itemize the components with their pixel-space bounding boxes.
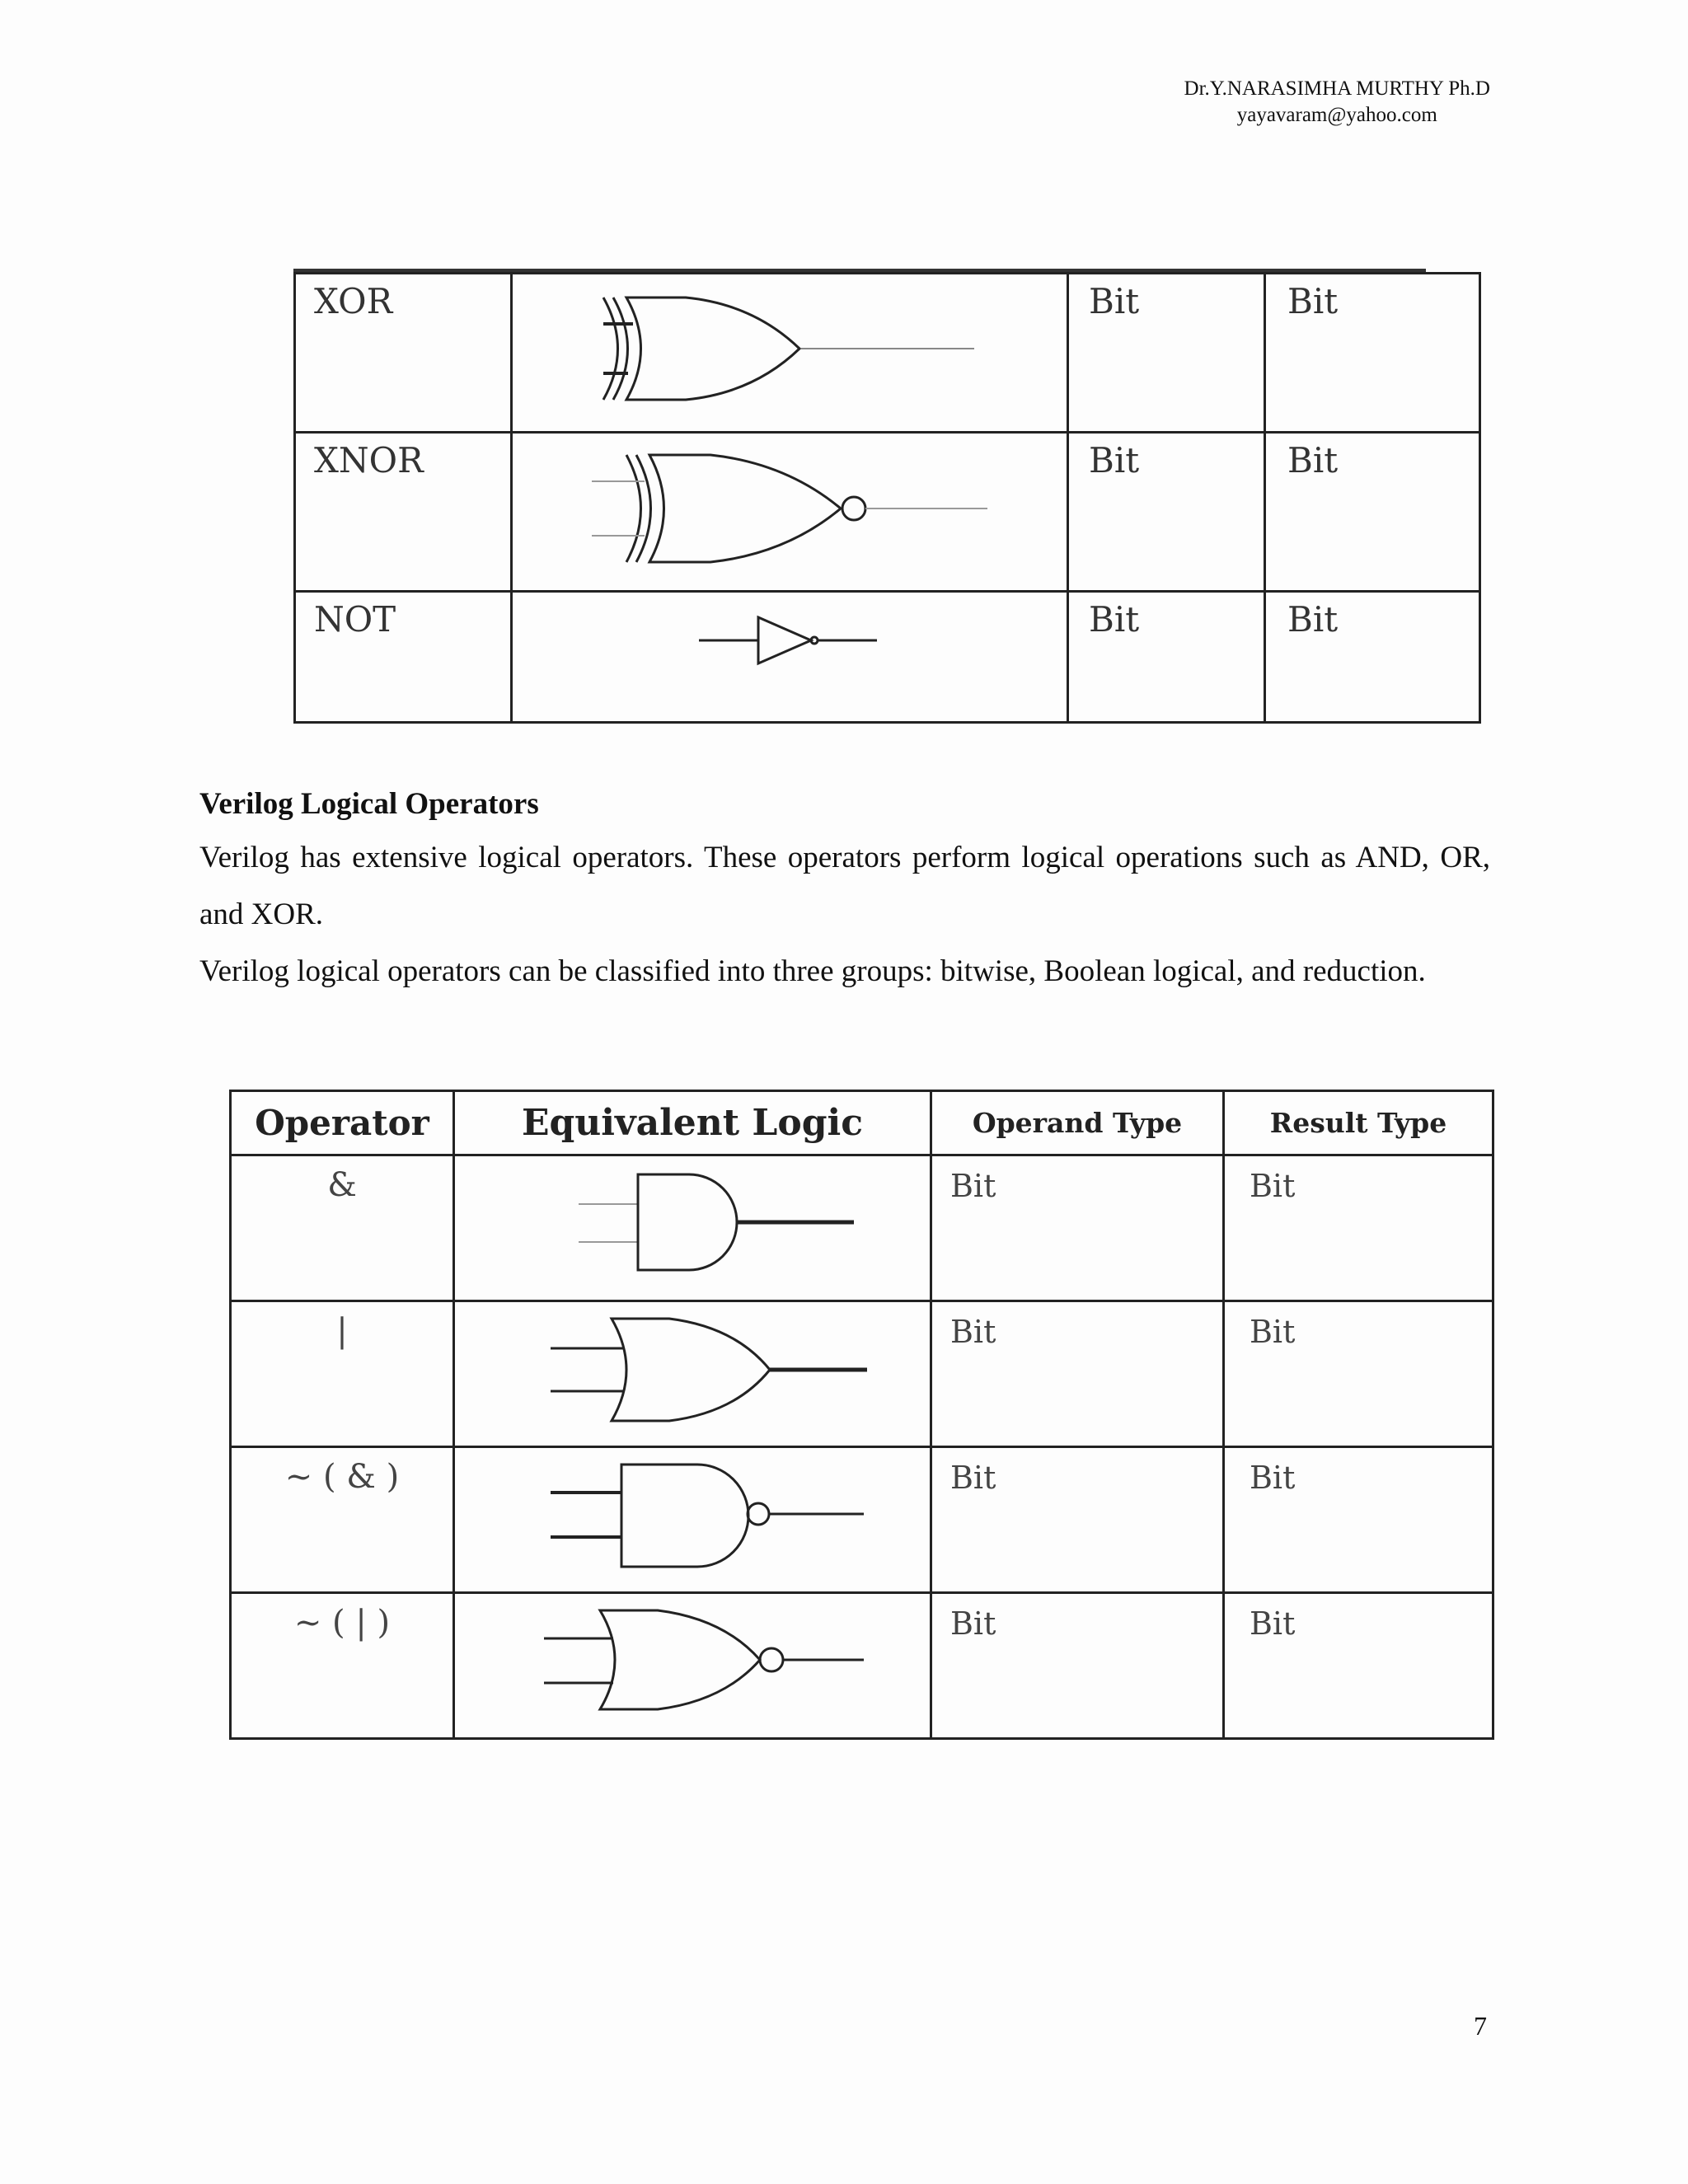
author-email: yayavaram@yahoo.com — [1236, 104, 1437, 126]
xnor-gate-icon — [513, 434, 1067, 583]
xor-gate-icon — [513, 274, 1067, 424]
operand-type: Bit — [931, 1301, 1224, 1447]
result-type: Bit — [1265, 433, 1480, 592]
operand-type: Bit — [931, 1593, 1224, 1739]
not-gate-icon — [513, 593, 1067, 715]
gate-symbol-cell — [454, 1301, 931, 1447]
result-type: Bit — [1224, 1155, 1493, 1301]
page-header — [1184, 76, 1490, 129]
operator-symbol: | — [231, 1301, 454, 1447]
operator-symbol: ~ ( | ) — [231, 1593, 454, 1739]
gate-symbol-cell — [512, 592, 1068, 723]
result-type: Bit — [1265, 274, 1480, 433]
gate-symbol-cell — [454, 1593, 931, 1739]
page-number: 7 — [1474, 2011, 1487, 2041]
operand-type: Bit — [931, 1447, 1224, 1593]
table-row — [231, 1155, 1493, 1301]
paragraph: Verilog logical operators can be classified into three groups: bitwise, Boolean logical, and reduction. — [199, 954, 1426, 988]
or-gate-icon — [455, 1302, 930, 1434]
operator-symbol: & — [231, 1155, 454, 1301]
and-gate-icon — [455, 1156, 930, 1288]
operator-table — [229, 1090, 1494, 1740]
column-header: Result Type — [1224, 1091, 1493, 1155]
table-row — [295, 592, 1480, 723]
operand-type: Bit — [1068, 433, 1265, 592]
result-type: Bit — [1224, 1447, 1493, 1593]
paragraph: Verilog has extensive logical operators. These operators perform logical operations such as AND, OR, and XOR. — [199, 841, 1490, 931]
gate-symbol-cell — [512, 433, 1068, 592]
table-row — [231, 1447, 1493, 1593]
author-name: Dr.Y.NARASIMHA MURTHY Ph.D — [1184, 77, 1490, 100]
gate-table-top — [293, 272, 1481, 724]
table-row — [295, 274, 1480, 433]
column-header: Operand Type — [931, 1091, 1224, 1155]
gate-symbol-cell — [512, 274, 1068, 433]
nor-gate-icon — [455, 1594, 930, 1726]
section-heading: Verilog Logical Operators — [199, 787, 539, 821]
gate-name: XOR — [295, 274, 512, 433]
gate-name: NOT — [295, 592, 512, 723]
column-header: Equivalent Logic — [454, 1091, 931, 1155]
table-row — [231, 1593, 1493, 1739]
gate-name: XNOR — [295, 433, 512, 592]
column-header: Operator — [231, 1091, 454, 1155]
result-type: Bit — [1265, 592, 1480, 723]
nand-gate-icon — [455, 1448, 930, 1580]
result-type: Bit — [1224, 1301, 1493, 1447]
table-row — [295, 433, 1480, 592]
operator-symbol: ~ ( & ) — [231, 1447, 454, 1593]
gate-symbol-cell — [454, 1155, 931, 1301]
logical-operators-section — [199, 780, 1490, 1000]
result-type: Bit — [1224, 1593, 1493, 1739]
operand-type: Bit — [931, 1155, 1224, 1301]
gate-symbol-cell — [454, 1447, 931, 1593]
operand-type: Bit — [1068, 274, 1265, 433]
operand-type: Bit — [1068, 592, 1265, 723]
table-header-row — [231, 1091, 1493, 1155]
table-row — [231, 1301, 1493, 1447]
